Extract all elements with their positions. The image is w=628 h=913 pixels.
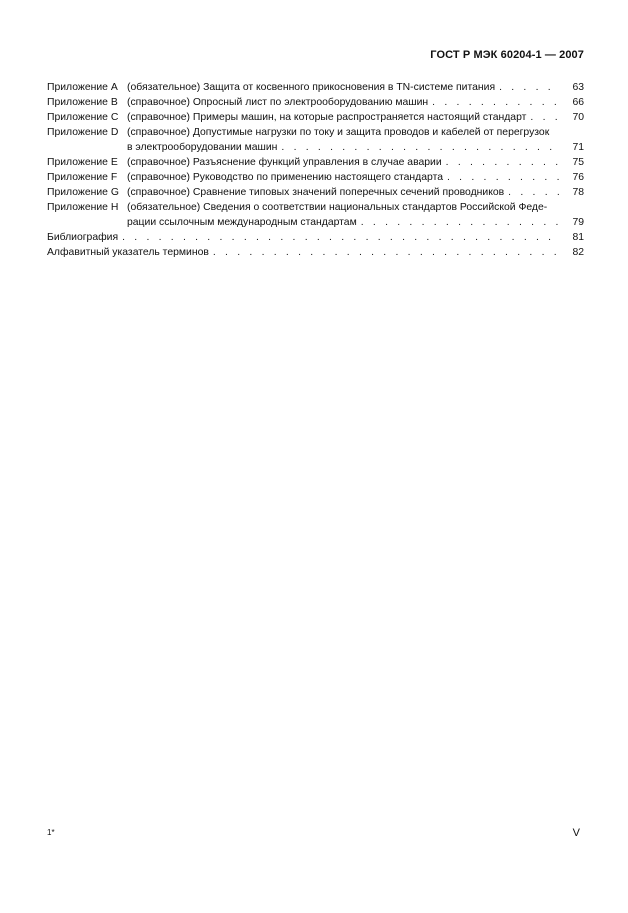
toc-entry-page: 78 xyxy=(572,187,584,198)
toc-entry-title: (справочное) Примеры машин, на которые распространяется настоящий стандарт xyxy=(127,112,527,123)
toc-entry-appendix-h[interactable] xyxy=(47,200,584,215)
toc-entry-title: (справочное) Разъяснение функций управления в случае аварии xyxy=(127,157,442,168)
leader-dots xyxy=(442,155,560,170)
toc-entry-page: 70 xyxy=(572,112,584,123)
page-number: V xyxy=(572,827,580,839)
toc-entry-page: 71 xyxy=(572,142,584,153)
toc-entry-bibliography[interactable] xyxy=(47,230,584,245)
toc-entry-label: Приложение D xyxy=(47,127,119,138)
toc-entry-label: Приложение Е xyxy=(47,157,118,168)
leader-dots xyxy=(209,245,560,260)
toc-entry-appendix-g[interactable] xyxy=(47,185,584,200)
toc-entry-page: 81 xyxy=(572,232,584,243)
leader-dots xyxy=(428,95,560,110)
toc-entry-label: Приложение G xyxy=(47,187,119,198)
toc-entry-page: 75 xyxy=(572,157,584,168)
toc-entry-title: Алфавитный указатель терминов xyxy=(47,247,209,258)
toc-entry-appendix-d[interactable] xyxy=(47,125,584,140)
leader-dots xyxy=(357,215,560,230)
toc-entry-title: рации ссылочным международным стандартам xyxy=(127,217,357,228)
toc-entry-page: 66 xyxy=(572,97,584,108)
toc-entry-appendix-d-continued[interactable] xyxy=(47,140,584,155)
toc-entry-appendix-e[interactable] xyxy=(47,155,584,170)
document-header: ГОСТ Р МЭК 60204-1 — 2007 xyxy=(430,49,584,61)
toc-entry-label: Приложение В xyxy=(47,97,118,108)
toc-entry-page: 63 xyxy=(572,82,584,93)
toc-entry-label: Приложение Н xyxy=(47,202,119,213)
toc-entry-page: 79 xyxy=(572,217,584,228)
table-of-contents xyxy=(47,80,584,260)
sheet-signature-mark: 1* xyxy=(47,828,55,837)
toc-entry-title: (справочное) Руководство по применению настоящего стандарта xyxy=(127,172,443,183)
toc-entry-appendix-h-continued[interactable] xyxy=(47,215,584,230)
toc-entry-title: Библиография xyxy=(47,232,119,243)
toc-entry-title: (обязательное) Сведения о соответствии национальных стандартов Российской Феде- xyxy=(127,202,548,213)
toc-entry-title: в электрооборудовании машин xyxy=(127,142,278,153)
toc-entry-appendix-a[interactable] xyxy=(47,80,584,95)
leader-dots xyxy=(118,230,560,245)
leader-dots xyxy=(526,110,560,125)
toc-entry-title: (справочное) Опросный лист по электрооборудованию машин xyxy=(127,97,429,108)
toc-entry-label: Приложение F xyxy=(47,172,118,183)
toc-entry-appendix-c[interactable] xyxy=(47,110,584,125)
toc-entry-page: 82 xyxy=(572,247,584,258)
leader-dots xyxy=(277,140,560,155)
toc-entry-title: (обязательное) Защита от косвенного прикосновения в TN-системе питания xyxy=(127,82,496,93)
toc-entry-title: (справочное) Сравнение типовых значений поперечных сечений проводников xyxy=(127,187,505,198)
toc-entry-label: Приложение С xyxy=(47,112,119,123)
toc-entry-title: (справочное) Допустимые нагрузки по току и защита проводов и кабелей от перегрузок xyxy=(127,127,550,138)
leader-dots xyxy=(495,80,560,95)
toc-entry-label: Приложение А xyxy=(47,82,118,93)
toc-entry-appendix-f[interactable] xyxy=(47,170,584,185)
toc-entry-page: 76 xyxy=(572,172,584,183)
toc-entry-index[interactable] xyxy=(47,245,584,260)
leader-dots xyxy=(443,170,560,185)
toc-entry-appendix-b[interactable] xyxy=(47,95,584,110)
leader-dots xyxy=(504,185,560,200)
